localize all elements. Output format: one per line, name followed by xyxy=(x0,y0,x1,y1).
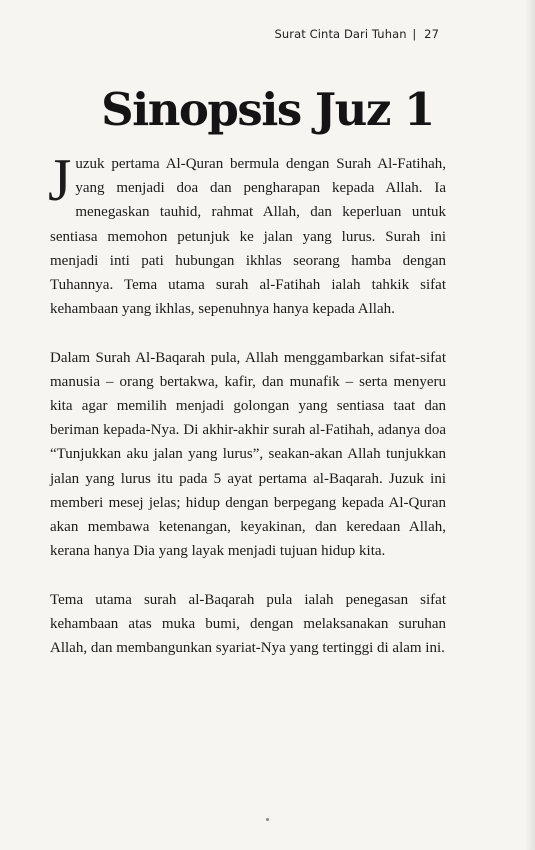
paragraph-2: Dalam Surah Al-Baqarah pula, Allah menggambarkan sifat-sifat manusia – orang bertakwa, kafir, dan munafik – serta menyeru kita agar memilih menjadi golongan yang sentiasa taat dan beriman kepada-Nya. Di akhir-akhir surah al-Fatihah, adanya doa “Tunjukkan aku jalan yang lurus”, seakan-akan Allah tunjukkan jalan yang lurus itu pada 5 ayat pertama al-Baqarah. Juzuk ini memberi mesej jelas; hidup dengan berpegang kepada Al-Quran akan membawa ketenangan, keyakinan, dan keredaan Allah, kerana hanya Dia yang layak menjadi tujuan hidup kita. xyxy=(50,349,446,560)
page-mark-dot xyxy=(266,818,269,821)
page-edge-shadow xyxy=(525,0,535,850)
page-number: 27 xyxy=(424,27,439,41)
paragraph-1 xyxy=(48,147,446,321)
paragraph-3: Tema utama surah al-Baqarah pula ialah penegasan sifat kehambaan atas muka bumi, dengan melaksanakan suruhan Allah, dan membangunkan syariat-Nya yang tertinggi di alam ini. xyxy=(50,591,446,657)
body-text xyxy=(48,147,446,684)
paragraph-1-text: uzuk pertama Al-Quran bermula dengan Surah Al-Fatihah, yang menjadi doa dan pengharapan kepada Allah. Ia menegaskan tauhid, rahmat Allah, dan keperluan untuk sentiasa memohon petunjuk ke jalan yang lurus. Surah ini menjadi inti pati hubungan ikhlas seorang hamba dengan Tuhannya. Tema utama surah al-Fatihah ialah tahkik sifat kehambaan yang ikhlas, sepenuhnya hanya kepada Allah. xyxy=(50,156,446,318)
drop-cap: J xyxy=(48,147,72,213)
header-separator: | xyxy=(412,27,417,41)
running-header xyxy=(275,27,440,41)
book-title: Surat Cinta Dari Tuhan xyxy=(274,27,407,41)
page-title: Sinopsis Juz 1 xyxy=(101,83,434,136)
